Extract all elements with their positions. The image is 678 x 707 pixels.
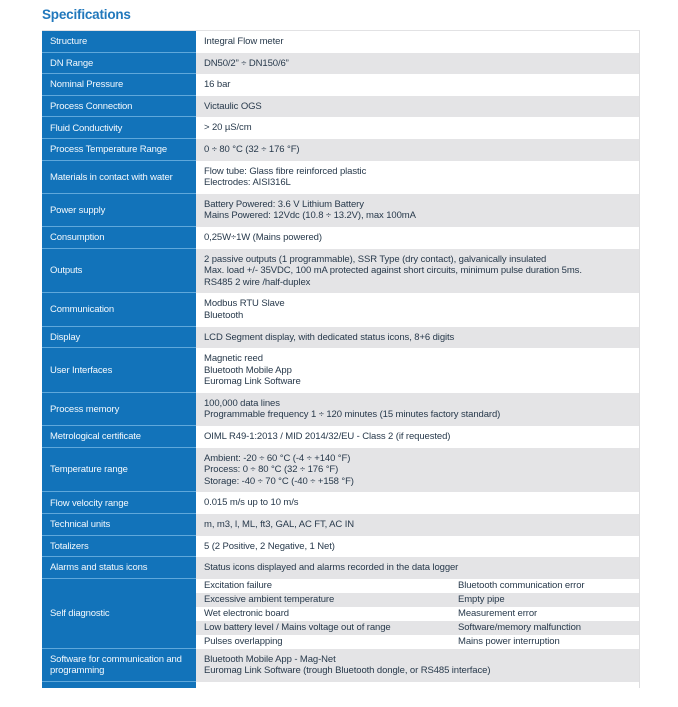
table-row [42,96,639,118]
table-row [42,293,639,326]
spec-value [196,74,639,96]
spec-value-line: Euromag Link Software [204,376,301,388]
table-row [42,536,639,558]
spec-label: Communication [42,293,196,326]
spec-value [196,117,639,139]
spec-value-line: 0 ÷ 80 °C (32 ÷ 176 °F) [204,143,300,155]
spec-label: Temperature range [42,448,196,493]
spec-value [196,161,639,194]
table-row [42,31,639,53]
spec-label: Metrological certificate [42,426,196,448]
specifications-table [42,30,640,688]
spec-value-line: Battery Powered: 3.6 V Lithium Battery [204,198,364,210]
table-row [42,514,639,536]
diagnostic-item-right: Measurement error [458,607,538,619]
spec-label: DN Range [42,53,196,75]
spec-label: Flow velocity range [42,492,196,514]
spec-value-line: Ambient: -20 ÷ 60 °C (-4 ÷ +140 °F) [204,452,351,464]
spec-value-line: Bluetooth Mobile App [204,364,292,376]
spec-value-line: LCD Segment display, with dedicated status icons, 8+6 digits [204,331,455,343]
spec-value-line: Magnetic reed [204,353,263,365]
table-row [42,194,639,227]
spec-value [196,514,639,536]
table-row [42,74,639,96]
spec-value [196,557,639,579]
spec-value [196,348,639,393]
specifications-page [0,7,678,707]
spec-value [196,536,639,558]
spec-value-line: Integral Flow meter [204,36,284,47]
spec-value-line: DN50/2” ÷ DN150/6” [204,57,289,69]
spec-value-line: Programmable frequency 1 ÷ 120 minutes (15 minutes factory standard) [204,409,501,421]
spec-label: Process Connection [42,96,196,118]
table-row [42,448,639,493]
spec-label: Display [42,327,196,349]
spec-value-line: 0.015 m/s up to 10 m/s [204,497,299,509]
spec-value-line: OIML R49-1:2013 / MID 2014/32/EU - Class 2 (if requested) [204,431,451,443]
diagnostic-item-left: Excessive ambient temperature [204,593,335,605]
spec-label: Materials in contact with water [42,161,196,194]
spec-value [196,649,639,682]
table-row [42,117,639,139]
diagnostic-item-right: Mains power interruption [458,635,560,647]
table-row [42,649,639,682]
spec-label: Outputs [42,249,196,294]
spec-value [196,448,639,493]
table-row [42,393,639,426]
spec-label: User Interfaces [42,348,196,393]
diagnostic-subrow [196,621,639,635]
spec-label: Process Temperature Range [42,139,196,161]
spec-value-line: > 20 µS/cm [204,122,252,134]
spec-value-line: Bluetooth [204,309,244,321]
table-row [42,426,639,448]
spec-value [196,426,639,448]
spec-value-line: Flow tube: Glass fibre reinforced plastic [204,165,367,177]
spec-value [196,227,639,249]
spec-label: Software for communication and programming [42,649,196,682]
spec-value-line: Mains Powered: 12Vdc (10.8 ÷ 13.2V), max 100mA [204,210,416,222]
spec-label: Technical units [42,514,196,536]
table-row [42,139,639,161]
spec-label: Power supply [42,194,196,227]
table-row [42,327,639,349]
diagnostic-subrow [196,579,639,593]
spec-label: Alarms and status icons [42,557,196,579]
spec-value-line: Storage: -40 ÷ 70 °C (-40 ÷ +158 °F) [204,475,354,487]
diagnostic-item-right: Empty pipe [458,593,505,605]
diagnostic-item-right: Software/memory malfunction [458,621,581,633]
spec-value [196,249,639,294]
spec-value [196,682,639,688]
table-row [42,492,639,514]
spec-label: Fluid Conductivity [42,117,196,139]
spec-value [196,579,639,649]
spec-value-line: 0,25W÷1W (Mains powered) [204,231,322,243]
spec-label: Structure [42,31,196,53]
spec-value-line: Bluetooth Mobile App - Mag-Net [204,653,336,665]
spec-value-line: Status icons displayed and alarms recorded in the data logger [204,562,459,574]
spec-value-line: m, m3, l, ML, ft3, GAL, AC FT, AC IN [204,519,355,531]
diagnostic-item-right: Bluetooth communication error [458,579,585,591]
spec-value-line: Electrodes: AISI316L [204,177,291,189]
spec-value-line: Euromag Link Software (trough Bluetooth dongle, or RS485 interface) [204,665,491,677]
spec-value-line: 5 (2 Positive, 2 Negative, 1 Net) [204,540,335,552]
spec-value [196,492,639,514]
table-row [42,161,639,194]
table-row [42,557,639,579]
spec-value-line: 16 bar [204,79,231,91]
spec-value [196,327,639,349]
page-title: Specifications [42,7,131,22]
diagnostic-item-left: Wet electronic board [204,607,289,619]
spec-value-line: Max. load +/- 35VDC, 100 mA protected against short circuits, minimum pulse duration 5ms. [204,265,582,277]
spec-label: Nominal Pressure [42,74,196,96]
spec-label: Self diagnostic [42,579,196,649]
spec-label [42,682,196,688]
diagnostic-subrow [196,607,639,621]
diagnostic-item-left: Pulses overlapping [204,635,283,647]
spec-value [196,96,639,118]
table-row [42,53,639,75]
diagnostic-item-left: Low battery level / Mains voltage out of range [204,621,391,633]
spec-value [196,53,639,75]
spec-value [196,139,639,161]
table-row [42,348,639,393]
spec-value-line: Process: 0 ÷ 80 °C (32 ÷ 176 °F) [204,464,339,476]
spec-value [196,31,639,53]
spec-value [196,194,639,227]
spec-value-line: Victaulic OGS [204,100,262,112]
spec-value [196,293,639,326]
table-row [42,682,639,688]
spec-label: Process memory [42,393,196,426]
diagnostic-item-left: Excitation failure [204,579,272,591]
table-row [42,579,639,649]
spec-label: Consumption [42,227,196,249]
table-row [42,249,639,294]
diagnostic-subrow [196,635,639,649]
spec-value-line: Modbus RTU Slave [204,298,285,310]
spec-value-line: RS485 2 wire /half-duplex [204,276,311,288]
spec-value-line: 2 passive outputs (1 programmable), SSR Type (dry contact), galvanically insulated [204,253,547,265]
spec-value [196,393,639,426]
spec-value-line: 100,000 data lines [204,397,280,409]
diagnostic-subrow [196,593,639,607]
spec-label: Totalizers [42,536,196,558]
table-row [42,227,639,249]
